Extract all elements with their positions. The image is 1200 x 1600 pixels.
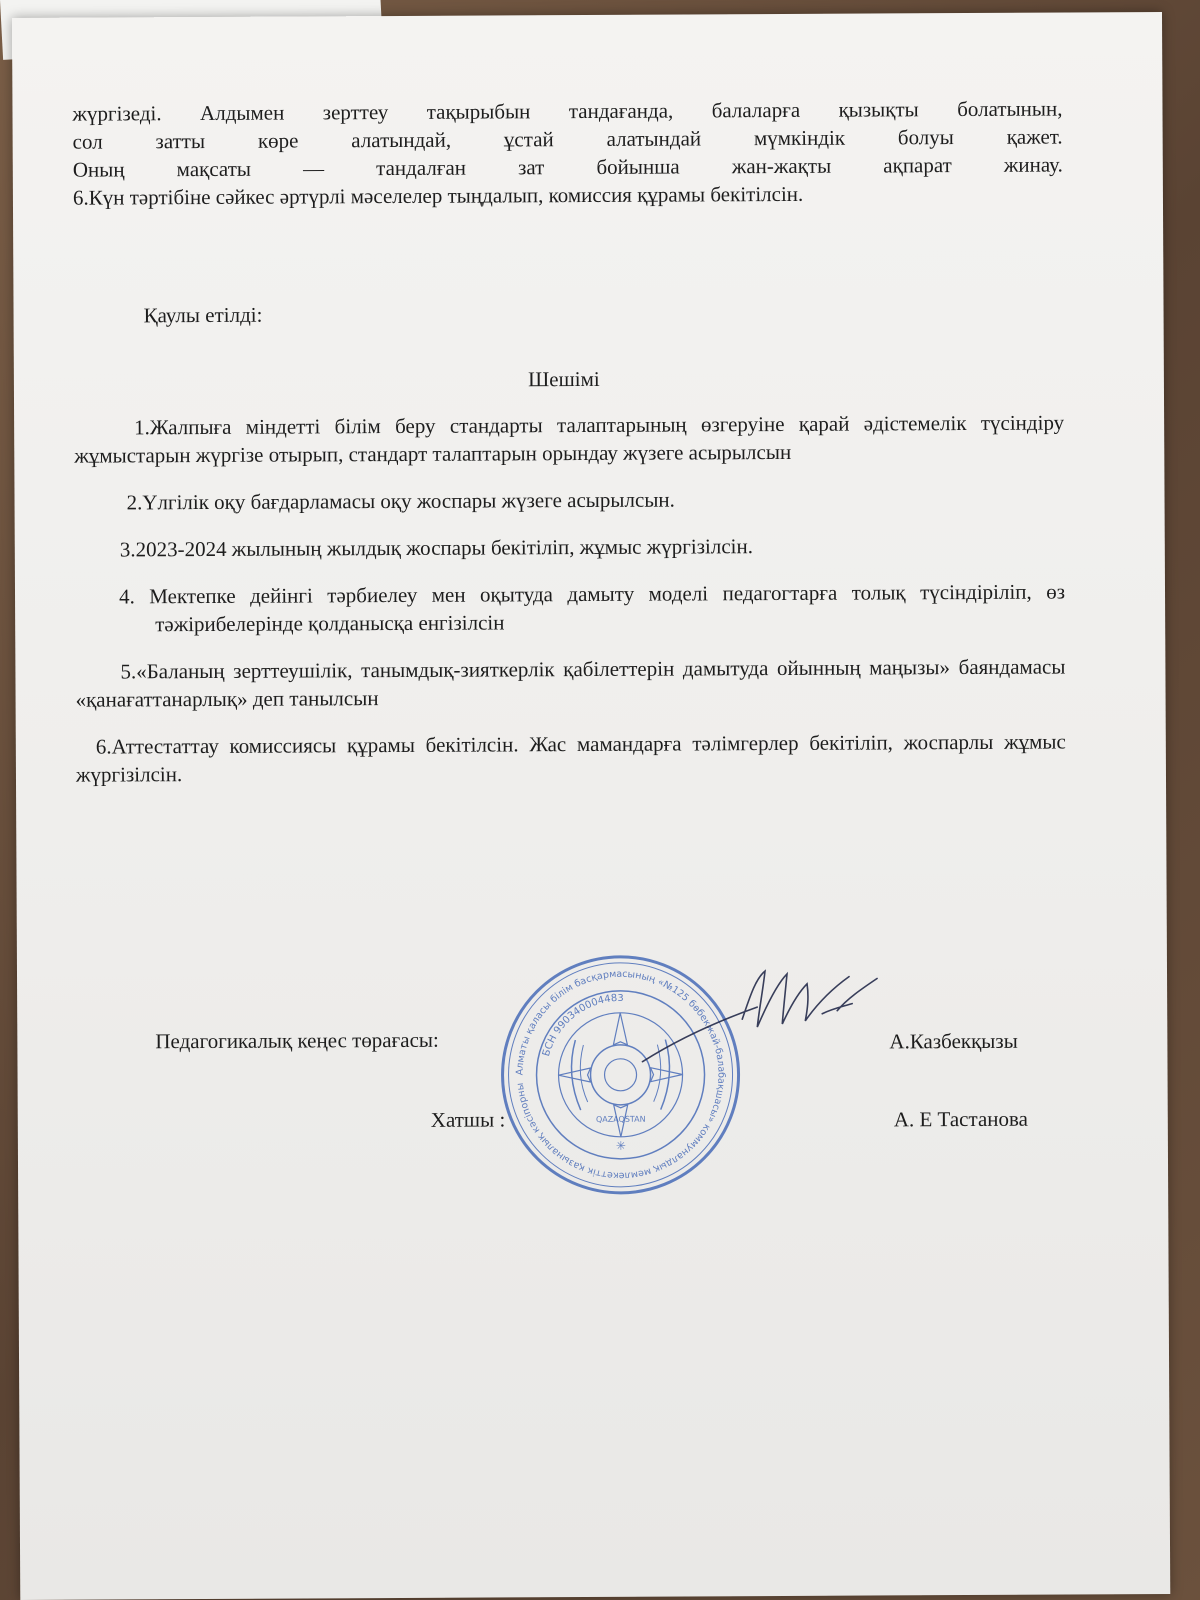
stamp-emblem-text: QAZAQSTAN xyxy=(595,1114,646,1124)
decision-item-5: 5.«Баланың зерттеушілік, танымдық-зияткерлік қабілеттерін дамытуда ойынның маңызы» баяндамасы «қанағаттанарлық» деп танылсын xyxy=(75,654,1066,712)
decision-item-2: 2.Үлгілік оқу бағдарламасы оқу жоспары жүзеге асырылсын. xyxy=(126,487,675,515)
decision-item-6: 6.Аттестаттау комиссиясы құрамы бекітілсін. Жас мамандарға тәлімгерлер бекітіліп, жоспарлы жұмыс жүргізілсін. xyxy=(75,729,1066,787)
decision-item-1: 1.Жалпыға міндетті білім беру стандарты талаптарының өзгеруіне қарай әдістемелік түсіндіру жұмыстарын жүргізе отырып, стандарт талаптарын орындау жүзеге асырылсын xyxy=(74,410,1065,468)
stamp-star-icon: ✳ xyxy=(615,1138,626,1153)
handwritten-signature-icon xyxy=(637,948,898,1069)
stamp-bin-text: БСН 990340004483 xyxy=(541,992,624,1058)
secretary-name: А. Е Тастанова xyxy=(893,1106,1028,1132)
document-page xyxy=(12,12,1170,1600)
stamp-ring-text: Алматы қаласы білім басқармасының «№125 бөбекжай-балабақшасы» коммуналдық мемлекеттік қазыналық кәсіпорны xyxy=(514,968,727,1181)
intro-paragraph xyxy=(72,95,1063,212)
chair-label: Педагогикалық кеңес төрағасы: xyxy=(155,1027,439,1054)
resolved-label: Қаулы етілді: xyxy=(143,302,263,328)
decision-item-3: 3.2023-2024 жылының жылдық жоспары бекітіліп, жұмыс жүргізілсін. xyxy=(119,534,753,562)
intro-line-1: жүргізеді. Алдымен зерттеу тақырыбын тандағанда, балаларға қызықты болатынын, xyxy=(72,96,1063,126)
decision-title: Шешімі xyxy=(528,366,600,392)
intro-line-2: сол затты көре алатындай, ұстай алатындай мүмкіндік болуы қажет. xyxy=(72,124,1063,154)
secretary-label: Хатшы : xyxy=(430,1107,506,1132)
intro-line-4: 6.Күн тәртібіне сәйкес әртүрлі мәселелер тыңдалып, комиссия құрамы бекітілсін. xyxy=(72,181,804,210)
intro-line-3: Оның мақсаты — тандалған зат бойынша жан-жақты ақпарат жинау. xyxy=(72,152,1063,182)
decision-list xyxy=(74,408,1066,807)
chair-name: А.Казбекқызы xyxy=(889,1028,1018,1054)
decision-item-4: 4. Мектепке дейінгі тәрбиелеу мен оқытуда дамыту моделі педагогтарға толық түсіндіріліп, өз тәжірибелерінде қолданысқа енгізілсін xyxy=(118,579,1066,637)
